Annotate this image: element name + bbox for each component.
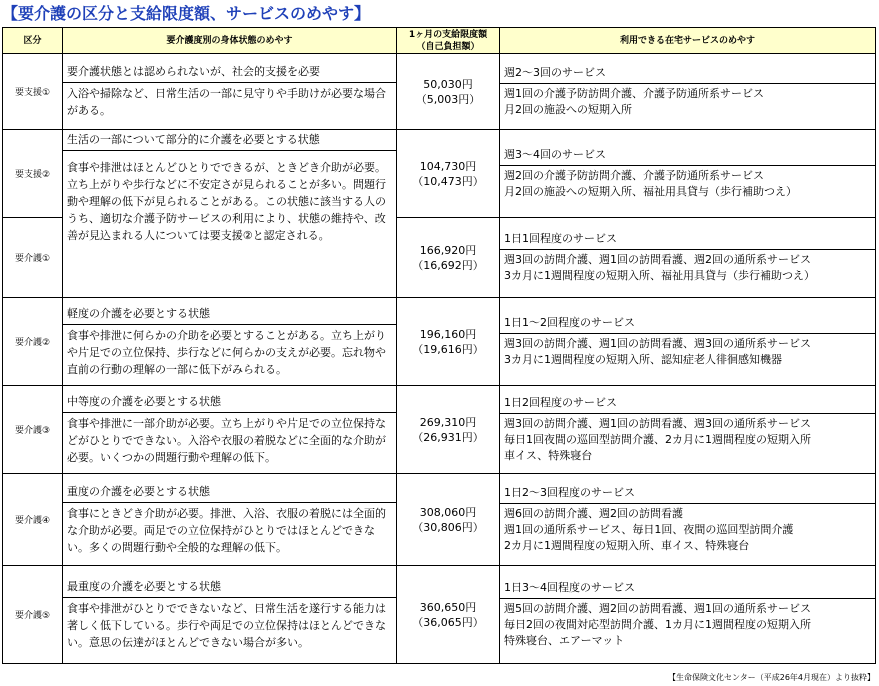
self-pay-amount: （16,692円） (412, 258, 484, 272)
condition-body: 食事や排泄に何らかの介助を必要とすることがある。立ち上がりや片足での立位保持、歩行などに何らかの支えが必要。忘れ物や直前の行動の理解の一部に低下がみられる。 (67, 328, 386, 376)
service-line: 週3回の訪問介護、週1回の訪問看護、週2回の通所系サービス (504, 253, 811, 266)
service-title: 1日2回程度のサービス (500, 393, 875, 414)
condition-title: 重度の介護を必要とする状態 (63, 482, 396, 503)
limit-cell (397, 386, 500, 474)
service-line: 毎日2回の夜間対応型訪問介護、1カ月に1週間程度の短期入所 (504, 618, 811, 631)
condition-body: 食事や排泄はほとんどひとりでできるが、ときどき介助が必要。立ち上がりや歩行などに不安定さが見られることが多い。問題行動や理解の低下が見られることがある。この状態に該当する人のうち、適切な介護予防サービスの利用により、状態の維持や、改善が見込まれる人については要支援②と認定される。 (67, 161, 386, 242)
service-cell (500, 386, 876, 474)
service-cell (500, 298, 876, 386)
condition-title: 生活の一部について部分的に介護を必要とする状態 (63, 130, 396, 151)
limit-cell (397, 218, 500, 298)
table-header-row (3, 28, 876, 54)
condition-title: 要介護状態とは認められないが、社会的支援を必要 (63, 62, 396, 83)
condition-cell-merged (63, 130, 397, 298)
service-line: 週2回の介護予防訪問介護、介護予防通所系サービス (504, 169, 764, 182)
header-service: 利用できる在宅サービスのめやす (500, 28, 876, 54)
table-row (3, 298, 876, 386)
table-row (3, 54, 876, 130)
service-title: 1日1回程度のサービス (500, 229, 875, 250)
header-condition: 要介護度別の身体状態のめやす (63, 28, 397, 54)
header-limit-line1: 1ヶ月の支給限度額 (408, 29, 488, 40)
service-title: 週2～3回のサービス (500, 63, 875, 84)
header-limit (397, 28, 500, 54)
kubun-cell: 要介護③ (3, 386, 63, 474)
service-line: 週3回の訪問介護、週1回の訪問看護、週3回の通所系サービス (504, 337, 811, 350)
header-limit-line2: （自己負担額） (416, 41, 480, 52)
table-row (3, 386, 876, 474)
condition-title: 中等度の介護を必要とする状態 (63, 392, 396, 413)
table-row (3, 130, 876, 218)
limit-amount: 269,310円 (419, 415, 477, 429)
header-kubun: 区分 (3, 28, 63, 54)
self-pay-amount: （36,065円） (412, 615, 484, 629)
kubun-cell: 要介護④ (3, 474, 63, 566)
limit-cell (397, 474, 500, 566)
page-title: 【要介護の区分と支給限度額、サービスのめやす】 (2, 4, 371, 23)
limit-cell (397, 566, 500, 664)
self-pay-amount: （5,003円） (415, 92, 481, 106)
condition-cell (63, 298, 397, 386)
limit-cell (397, 54, 500, 130)
condition-body: 入浴や掃除など、日常生活の一部に見守りや手助けが必要な場合がある。 (67, 87, 386, 117)
kubun-cell: 要支援② (3, 130, 63, 218)
self-pay-amount: （10,473円） (412, 174, 484, 188)
service-title: 1日3～4回程度のサービス (500, 578, 875, 599)
service-cell (500, 474, 876, 566)
limit-amount: 104,730円 (419, 159, 477, 173)
self-pay-amount: （26,931円） (412, 430, 484, 444)
service-title: 1日2～3回程度のサービス (500, 483, 875, 504)
condition-title: 最重度の介護を必要とする状態 (63, 577, 396, 598)
kubun-cell: 要支援① (3, 54, 63, 130)
service-line: 車イス、特殊寝台 (504, 449, 593, 462)
condition-body: 食事にときどき介助が必要。排泄、入浴、衣服の着脱には全面的な介助が必要。両足での立位保持がひとりではほとんどできない。多くの問題行動や全般的な理解の低下。 (67, 506, 386, 554)
limit-amount: 50,030円 (423, 77, 473, 91)
service-line: 月2回の施設への短期入所 (504, 103, 632, 116)
condition-title: 軽度の介護を必要とする状態 (63, 304, 396, 325)
condition-body: 食事や排泄がひとりでできないなど、日常生活を遂行する能力は著しく低下している。歩行や両足での立位保持はほとんどできない。意思の伝達がほとんどできない場合が多い。 (67, 601, 386, 649)
care-level-table (2, 27, 876, 664)
service-line: 週5回の訪問介護、週2回の訪問看護、週1回の通所系サービス (504, 602, 811, 615)
limit-amount: 308,060円 (419, 505, 477, 519)
limit-amount: 196,160円 (419, 327, 477, 341)
service-title: 週3～4回のサービス (500, 145, 875, 166)
table-row (3, 474, 876, 566)
self-pay-amount: （19,616円） (412, 342, 484, 356)
service-cell (500, 218, 876, 298)
condition-cell (63, 566, 397, 664)
table-row (3, 566, 876, 664)
condition-cell (63, 474, 397, 566)
service-line: 週3回の訪問介護、週1回の訪問看護、週3回の通所系サービス (504, 417, 811, 430)
service-line: 2カ月に1週間程度の短期入所、車イス、特殊寝台 (504, 539, 750, 552)
condition-cell (63, 386, 397, 474)
condition-body: 食事や排泄に一部介助が必要。立ち上がりや片足での立位保持などがひとりでできない。入浴や衣服の着脱などに全面的な介助が必要。いくつかの問題行動や理解の低下。 (67, 416, 386, 464)
limit-cell (397, 130, 500, 218)
service-line: 月2回の施設への短期入所、福祉用具貸与（歩行補助つえ） (504, 185, 797, 198)
limit-amount: 360,650円 (419, 600, 477, 614)
source-note: 【生命保険文化センター（平成26年4月現在）より抜粋】 (668, 673, 875, 682)
service-line: 週1回の介護予防訪問介護、介護予防通所系サービス (504, 87, 764, 100)
service-line: 3カ月に1週間程度の短期入所、認知症老人徘徊感知機器 (504, 353, 782, 366)
service-line: 特殊寝台、エアーマット (504, 634, 625, 647)
limit-amount: 166,920円 (419, 243, 477, 257)
service-line: 3カ月に1週間程度の短期入所、福祉用具貸与（歩行補助つえ） (504, 269, 815, 282)
limit-cell (397, 298, 500, 386)
service-line: 週1回の通所系サービス、毎日1回、夜間の巡回型訪問介護 (504, 523, 794, 536)
kubun-cell: 要介護② (3, 298, 63, 386)
kubun-cell: 要介護⑤ (3, 566, 63, 664)
self-pay-amount: （30,806円） (412, 520, 484, 534)
service-title: 1日1～2回程度のサービス (500, 313, 875, 334)
service-line: 週6回の訪問介護、週2回の訪問看護 (504, 507, 683, 520)
service-cell (500, 130, 876, 218)
kubun-cell: 要介護① (3, 218, 63, 298)
service-cell (500, 566, 876, 664)
condition-cell (63, 54, 397, 130)
service-line: 毎日1回夜間の巡回型訪問介護、2カ月に1週間程度の短期入所 (504, 433, 811, 446)
service-cell (500, 54, 876, 130)
